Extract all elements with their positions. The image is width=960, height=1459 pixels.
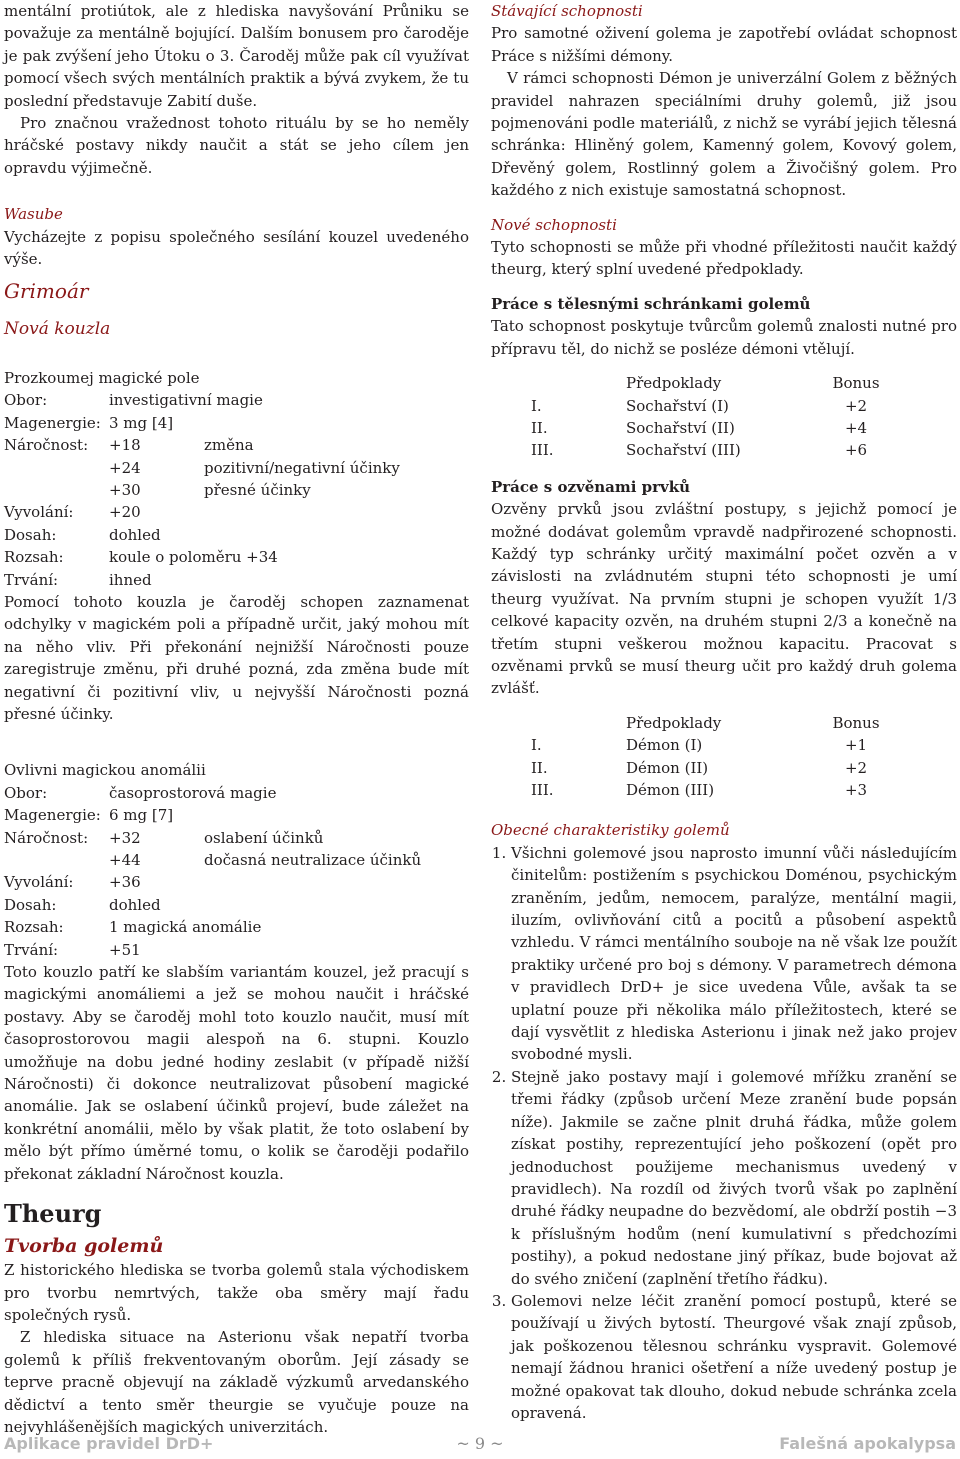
table-header: Předpoklady: [626, 374, 722, 393]
spell-stat-row: [4, 569, 469, 591]
spell-stat-row: [4, 939, 469, 961]
skill-table: [531, 372, 896, 462]
stat-value: 1 magická anomálie: [109, 918, 262, 937]
page-footer: [0, 1433, 960, 1457]
stat-label: Rozsah:: [4, 918, 64, 937]
paragraph: V rámci schopnosti Démon je univerzální Golem z běžných pravidel nahrazen speciálními druhy golemů, již jsou pojmenováni podle materiálů, z nichž se vyrábí jejich tělesná schránka: Hliněný golem, Kamenný golem, Kovový golem, Dřevěný golem, Rostlinný golem a Živočišný golem. Pro každého z nich existuje samostatná schopnost.: [491, 69, 957, 200]
level-cell: I.: [531, 736, 542, 755]
spell-stat-row: [4, 479, 469, 501]
paragraph: mentální protiútok, ale z hlediska navyšování Průniku se považuje za mentálně bojující. Dalším bonusem pro čaroděje je pak zvýšení jeho Útoku o 3. Čaroděj může pak cíl využívat pomocí všech svých mentálních praktik a bývá zvykem, že tu poslední představuje Zabití duše.: [4, 2, 469, 110]
tvorba-heading: Tvorba golemů: [4, 1235, 164, 1258]
stat-value: +20: [109, 503, 141, 522]
stat-note: pozitivní/negativní účinky: [204, 458, 400, 477]
stat-label: Magenergie:: [4, 413, 101, 432]
stat-label: Dosah:: [4, 895, 57, 914]
spell-stat-row: [4, 782, 469, 804]
skill-heading: Práce s ozvěnami prvků: [491, 477, 691, 496]
stat-value: časoprostorová magie: [109, 783, 277, 802]
table-header: Předpoklady: [626, 713, 722, 732]
nova-kouzla-heading: Nová kouzla: [4, 319, 111, 340]
prerequisite-cell: Sochařství (II): [626, 418, 735, 437]
footer-right: Falešná apokalypsa: [779, 1434, 956, 1453]
stat-value: +18: [109, 436, 141, 455]
prerequisite-cell: Démon (III): [626, 781, 715, 799]
characteristics-list: [491, 842, 957, 1425]
bonus-cell: +3: [844, 781, 868, 799]
table-header: Bonus: [832, 713, 880, 732]
table-row: [531, 779, 896, 801]
wasube-text: Vycházejte z popisu společného sesílání kouzel uvedeného výše.: [4, 227, 469, 269]
stat-label: Obor:: [4, 783, 48, 802]
spell-name: Prozkoumej magické pole: [4, 368, 200, 387]
table-row: [531, 734, 896, 756]
spell-stat-row: [4, 389, 469, 411]
stat-label: Náročnost:: [4, 828, 89, 847]
spell-stat-row: [4, 434, 469, 456]
table-row: [531, 439, 896, 461]
spell-name: Ovlivni magickou anomálii: [4, 761, 206, 780]
paragraph: Tato schopnost poskytuje tvůrcům golemů znalosti nutné pro přípravu těl, do nichž se posléze démoni vtělují.: [491, 317, 957, 358]
spell-stat-row: [4, 546, 469, 568]
level-cell: III.: [531, 441, 554, 460]
stat-label: Trvání:: [4, 940, 59, 959]
skill-table: [531, 712, 896, 802]
stat-label: Vyvolání:: [4, 503, 74, 522]
spell-stat-row: [4, 457, 469, 479]
stat-value: 3 mg [4]: [109, 413, 174, 432]
nove-heading: Nové schopnosti: [491, 215, 617, 234]
spell-stat-row: [4, 412, 469, 434]
paragraph: Ozvěny prvků jsou zvláštní postupy, s jejichž pomocí je možné dodávat golemům vpravdě nadpřirozené schopnosti. Každý typ schránky určitý maximální počet ozvěn a v závislosti na zvládnutém stupni této schopnosti je umí theurg využívat. Na prvním stupni je schopen využít 1/3 celkové kapacity ozvěn, na druhém stupni 2/3 a konečně na třetím stupni veškerou možnou kapacitu. Pracovat s ozvěnami prvků se musí theurg učit pro každý druh golema zvlášť.: [491, 500, 957, 698]
level-cell: II.: [531, 418, 548, 437]
stat-label: Vyvolání:: [4, 873, 74, 892]
stat-value: investigativní magie: [109, 391, 263, 410]
stat-label: Rozsah:: [4, 548, 64, 567]
list-item: 3. Golemovi nelze léčit zranění pomocí postupů, které se používají u živých bytostí. Theurgové však znají způsob, jak poškozenou tělesnou schránku vyspravit. Golemové nemají žádnou hranici ošetření a níže uvedený postup je možné opakovat tak dlouho, dokud nebude schránka zcela opravená.: [511, 1290, 957, 1424]
stat-value: dohled: [109, 895, 161, 914]
table-row: [531, 757, 896, 779]
spell-stat-row: [4, 849, 469, 871]
stat-label: Obor:: [4, 391, 48, 410]
stat-label: Magenergie:: [4, 806, 101, 825]
level-cell: II.: [531, 758, 548, 777]
stat-label: [4, 457, 109, 479]
spell-stat-row: [4, 501, 469, 523]
stat-value: 6 mg [7]: [109, 806, 174, 825]
theurg-heading: Theurg: [4, 1199, 102, 1229]
paragraph: Pro značnou vražednost tohoto rituálu by se ho neměly hráčské postavy nikdy naučit a stát se jeho cílem jen opravdu výjimečně.: [4, 114, 469, 177]
stat-value: +30: [109, 480, 141, 499]
spell-description: Toto kouzlo patří ke slabším variantám kouzel, jež pracují s magickými anomáliemi a jež se mohou naučit i hráčské postavy. Aby se čaroděj mohl toto kouzlo naučit, musí mít časoprostorovou magii alespoň na 6. stupni. Kouzlo umožňuje na dobu jedné hodiny zeslabit (v případě nižší Náročnosti) či dokonce neutralizovat působení magické anomálie. Jak se oslabení účinků projeví, bude záležet na konkrétní anomálii, mělo by však platit, že toto oslabení by mělo být přímo úměrné tomu, o kolik se čaroději podařilo překonat základní Náročnost kouzla.: [4, 963, 469, 1183]
stat-value: +24: [109, 458, 141, 477]
bonus-cell: +1: [844, 736, 868, 755]
paragraph: Z hlediska situace na Asterionu však nepatří tvorba golemů k příliš frekventovaným oborům. Její zásady se teprve pracně objevují na základě výzkumů arvedanského dědictví a tento směr theurgie se vyučuje pouze na nejvyhlášenějších magických univerzitách.: [4, 1328, 469, 1436]
paragraph: Tyto schopnosti se může při vhodné příležitosti naučit každý theurg, který splní uvedené předpoklady.: [491, 238, 957, 279]
table-row: [531, 395, 896, 417]
bonus-cell: +4: [844, 418, 868, 437]
spell-stat-row: [4, 804, 469, 826]
spell-stats: [4, 389, 469, 591]
spell-stat-row: [4, 827, 469, 849]
stat-label: Trvání:: [4, 570, 59, 589]
spell-stats: [4, 782, 469, 961]
prerequisite-cell: Démon (I): [626, 736, 703, 755]
prerequisite-cell: Sochařství (I): [626, 396, 729, 415]
spell-stat-row: [4, 894, 469, 916]
table-row: [531, 417, 896, 439]
page-number: ~ 9 ~: [456, 1434, 504, 1453]
stavajici-heading: Stávající schopnosti: [491, 2, 643, 20]
list-item: 2. Stejně jako postavy mají i golemové mřížku zranění se třemi řádky (způsob určení Meze zranění bude popsán níže). Jakmile se začne plnit druhá řádka, může golem získat postihy, reprezentující jeho poškození (opět pro jednoduchost použijeme mechanismus uvedený v pravidlech). Na rozdíl od živých tvorů však po zaplnění druhé řádky neupadne do bezvědomí, ale obdrží postih −3 k příslušným hodům (není kumulativní s předchozími postihy), a pokud nedostane jiný příkaz, bude bojovat až do svého zničení (zaplnění třetího řádku).: [511, 1066, 957, 1290]
paragraph: Z historického hlediska se tvorba golemů stala východiskem pro tvorbu nemrtvých, takže oba směry mají řadu společných rysů.: [4, 1261, 469, 1324]
stat-note: dočasná neutralizace účinků: [204, 851, 422, 869]
stat-value: +32: [109, 828, 141, 847]
bonus-cell: +2: [844, 758, 868, 777]
bonus-cell: +2: [844, 396, 868, 415]
stat-value: +44: [109, 851, 141, 869]
spell-stat-row: [4, 524, 469, 546]
level-cell: III.: [531, 781, 554, 799]
stat-label: Náročnost:: [4, 436, 89, 455]
stat-note: změna: [204, 436, 254, 455]
list-item: 1. Všichni golemové jsou naprosto imunní vůči následujícím činitelům: postižením s psychickou Doménou, psychickým zraněním, jedům, nemocem, paralýze, mentální magii, iluzím, ovlivňování citů a pocitů a působení aspektů vzhledu. V rámci mentálního souboje na ně však lze použít praktiky určené pro boj s démony. V parametrech démona v pravidlech DrD+ je sice uvedena Vůle, avšak ta se uplatní pouze při několika málo příležitostech, které se dají vysvětlit z hlediska Asterionu i jinak než jako projev svobodné mysli.: [511, 842, 957, 1066]
skill-heading: Práce s tělesnými schránkami golemů: [491, 294, 811, 313]
spell-description: Pomocí tohoto kouzla je čaroděj schopen zaznamenat odchylky v magickém poli a případně určit, jaký mohou mít na něho vliv. Při překonání nejnižší Náročnosti pouze zaregistruje změnu, při druhé pozná, zda změna bude mít negativní či pozitivní vliv, u nejvyšší Náročnosti pozná přesné účinky.: [4, 592, 469, 723]
stat-label: Dosah:: [4, 525, 57, 544]
stat-value: koule o poloměru +34: [109, 548, 278, 567]
left-column: [4, 0, 469, 1438]
stat-value: dohled: [109, 525, 161, 544]
stat-value: ihned: [109, 570, 152, 589]
wasube-heading: Wasube: [4, 205, 63, 224]
stat-value: +36: [109, 873, 141, 892]
table-header: Bonus: [832, 374, 880, 393]
prerequisite-cell: Démon (II): [626, 758, 709, 777]
obecne-heading: Obecné charakteristiky golemů: [491, 821, 730, 840]
paragraph: Pro samotné oživení golema je zapotřebí ovládat schopnost Práce s nižšími démony.: [491, 24, 957, 65]
prerequisite-cell: Sochařství (III): [626, 441, 741, 460]
stat-label: [4, 479, 109, 501]
spell-stat-row: [4, 916, 469, 938]
stat-note: přesné účinky: [204, 480, 311, 499]
level-cell: I.: [531, 396, 542, 415]
grimoar-heading: Grimoár: [4, 279, 89, 304]
footer-left: Aplikace pravidel DrD+: [4, 1434, 214, 1453]
stat-note: oslabení účinků: [204, 828, 324, 847]
bonus-cell: +6: [844, 441, 868, 460]
stat-value: +51: [109, 940, 141, 959]
spell-stat-row: [4, 871, 469, 893]
right-column: [491, 0, 957, 1424]
stat-label: [4, 849, 109, 871]
